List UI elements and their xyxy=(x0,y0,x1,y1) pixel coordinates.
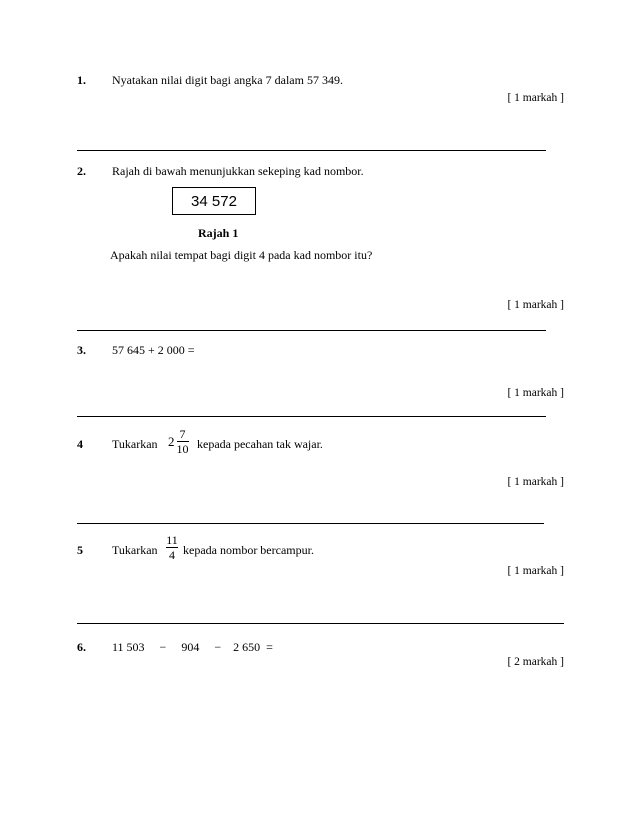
question-3-marks: [ 1 markah ] xyxy=(507,387,564,399)
divider-1 xyxy=(77,150,546,151)
question-4-prefix: Tukarkan xyxy=(112,437,158,451)
question-6-text: 11 503 − 904 − 2 650 = xyxy=(112,640,273,654)
question-5-marks: [ 1 markah ] xyxy=(507,565,564,577)
fraction-denominator: 4 xyxy=(169,548,175,562)
question-1-number: 1. xyxy=(77,73,86,87)
question-6-marks: [ 2 markah ] xyxy=(507,656,564,668)
fraction-whole: 2 xyxy=(168,433,175,449)
question-2-number: 2. xyxy=(77,164,86,178)
number-card-value: 34 572 xyxy=(191,192,237,210)
divider-5 xyxy=(77,623,564,624)
question-3-text: 57 645 + 2 000 = xyxy=(112,343,195,357)
mixed-number-fraction xyxy=(168,427,189,456)
divider-2 xyxy=(77,330,546,331)
question-2-subtext: Apakah nilai tempat bagi digit 4 pada kad nombor itu? xyxy=(110,248,373,262)
number-card xyxy=(172,187,256,215)
question-4-number: 4 xyxy=(77,437,83,451)
divider-4 xyxy=(77,523,544,524)
question-1-text: Nyatakan nilai digit bagi angka 7 dalam 57 349. xyxy=(112,73,343,87)
question-5-suffix: kepada nombor bercampur. xyxy=(183,543,314,557)
figure-label: Rajah 1 xyxy=(198,226,239,240)
question-4-suffix: kepada pecahan tak wajar. xyxy=(197,437,323,451)
question-2-text: Rajah di bawah menunjukkan sekeping kad nombor. xyxy=(112,164,364,178)
question-3-number: 3. xyxy=(77,343,86,357)
question-4-marks: [ 1 markah ] xyxy=(507,476,564,488)
question-1-marks: [ 1 markah ] xyxy=(507,92,564,104)
question-5-prefix: Tukarkan xyxy=(112,543,158,557)
fraction-denominator: 10 xyxy=(176,442,189,456)
improper-fraction xyxy=(166,533,178,562)
divider-3 xyxy=(77,416,546,417)
fraction-numerator: 7 xyxy=(179,427,186,441)
fraction-numerator: 11 xyxy=(166,533,178,547)
question-5-number: 5 xyxy=(77,543,83,557)
question-2-marks: [ 1 markah ] xyxy=(507,299,564,311)
question-6-number: 6. xyxy=(77,640,86,654)
